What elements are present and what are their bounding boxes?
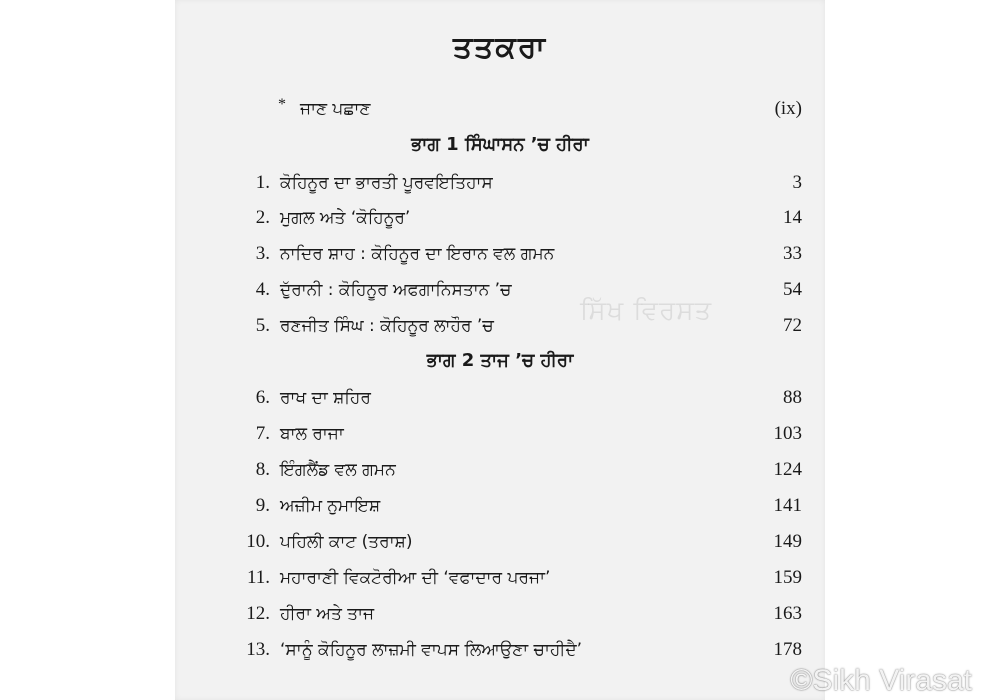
toc-entry <box>230 237 802 271</box>
entry-page: 163 <box>773 603 802 624</box>
entry-number: 9. <box>255 495 270 516</box>
intro-marker: * <box>278 96 286 113</box>
toc-entry <box>230 273 802 307</box>
entry-number: 1. <box>255 172 270 193</box>
entry-page: 3 <box>792 172 802 193</box>
entry-number: 12. <box>246 603 270 624</box>
entry-number: 2. <box>255 207 270 228</box>
entry-title: ਹੀਰਾ ਅਤੇ ਤਾਜ <box>280 604 375 624</box>
entry-page: 159 <box>773 567 802 588</box>
toc-entry <box>230 201 802 235</box>
book-page <box>175 0 825 700</box>
toc-entry <box>230 166 802 200</box>
entry-title: ਨਾਦਿਰ ਸ਼ਾਹ : ਕੋਹਿਨੂਰ ਦਾ ਇਰਾਨ ਵਲ ਗਮਨ <box>280 244 555 264</box>
entry-page: 88 <box>783 387 802 408</box>
entry-title: ਅਜ਼ੀਮ ਨੁਮਾਇਸ਼ <box>280 496 381 516</box>
entry-page: 72 <box>783 315 802 336</box>
intro-page: (ix) <box>774 98 802 119</box>
toc-entry <box>230 525 802 559</box>
entry-page: 14 <box>783 207 802 228</box>
toc-entry <box>230 417 802 451</box>
entry-page: 141 <box>773 495 802 516</box>
entry-number: 10. <box>246 531 270 552</box>
entry-page: 33 <box>783 243 802 264</box>
entry-page: 178 <box>773 639 802 660</box>
toc-entry <box>230 453 802 487</box>
entry-number: 8. <box>255 459 270 480</box>
toc-entry <box>230 381 802 415</box>
entry-number: 11. <box>246 567 270 588</box>
entry-page: 124 <box>773 459 802 480</box>
part-1-heading: ਭਾਗ 1 ਸਿੰਘਾਸਨ ’ਚ ਹੀਰਾ <box>411 134 589 155</box>
entry-page: 149 <box>773 531 802 552</box>
toc-entry <box>230 561 802 595</box>
entry-title: ਮੁਗਲ ਅਤੇ ‘ਕੋਹਿਨੂਰ’ <box>280 208 411 228</box>
copyright-watermark: ©Sikh Virasat <box>790 664 972 697</box>
intro-row <box>230 92 802 126</box>
entry-title: ਦੁੱਰਾਨੀ : ਕੋਹਿਨੂਰ ਅਫਗਾਨਿਸਤਾਨ ’ਚ <box>280 280 512 300</box>
entry-page: 54 <box>783 279 802 300</box>
entry-title: ਰਣਜੀਤ ਸਿੰਘ : ਕੋਹਿਨੂਰ ਲਾਹੌਰ ’ਚ <box>280 316 494 336</box>
entry-number: 4. <box>255 279 270 300</box>
entry-number: 6. <box>255 387 270 408</box>
entry-title: ਪਹਿਲੀ ਕਾਟ (ਤਰਾਸ਼) <box>280 532 413 552</box>
page-title: ਤਤਕਰਾ <box>452 30 548 65</box>
entry-number: 7. <box>255 423 270 444</box>
entry-number: 3. <box>255 243 270 264</box>
entry-title: ਇੰਗਲੈਂਡ ਵਲ ਗਮਨ <box>280 460 396 480</box>
entry-number: 13. <box>246 639 270 660</box>
entry-title: ਮਹਾਰਾਣੀ ਵਿਕਟੋਰੀਆ ਦੀ ‘ਵਫਾਦਾਰ ਪਰਜਾ’ <box>280 568 551 588</box>
entry-title: ਰਾਖ ਦਾ ਸ਼ਹਿਰ <box>280 388 371 408</box>
entry-title: ਕੋਹਿਨੂਰ ਦਾ ਭਾਰਤੀ ਪੂਰਵਇਤਿਹਾਸ <box>280 173 493 193</box>
intro-text: ਜਾਣ ਪਛਾਣ <box>300 99 371 119</box>
entry-page: 103 <box>773 423 802 444</box>
entry-title: ‘ਸਾਨੂੰ ਕੋਹਿਨੂਰ ਲਾਜ਼ਮੀ ਵਾਪਸ ਲਿਆਉਣਾ ਚਾਹੀਦੈ’ <box>280 640 583 660</box>
toc-entry <box>230 309 802 343</box>
part-2-heading: ਭਾਗ 2 ਤਾਜ ’ਚ ਹੀਰਾ <box>426 350 574 371</box>
center-watermark: ਸਿੱਖ ਵਿਰਸਤ <box>580 296 713 326</box>
toc-entry <box>230 633 802 667</box>
toc-entry <box>230 597 802 631</box>
toc-entry <box>230 489 802 523</box>
entry-title: ਬਾਲ ਰਾਜਾ <box>280 424 344 444</box>
entry-number: 5. <box>255 315 270 336</box>
